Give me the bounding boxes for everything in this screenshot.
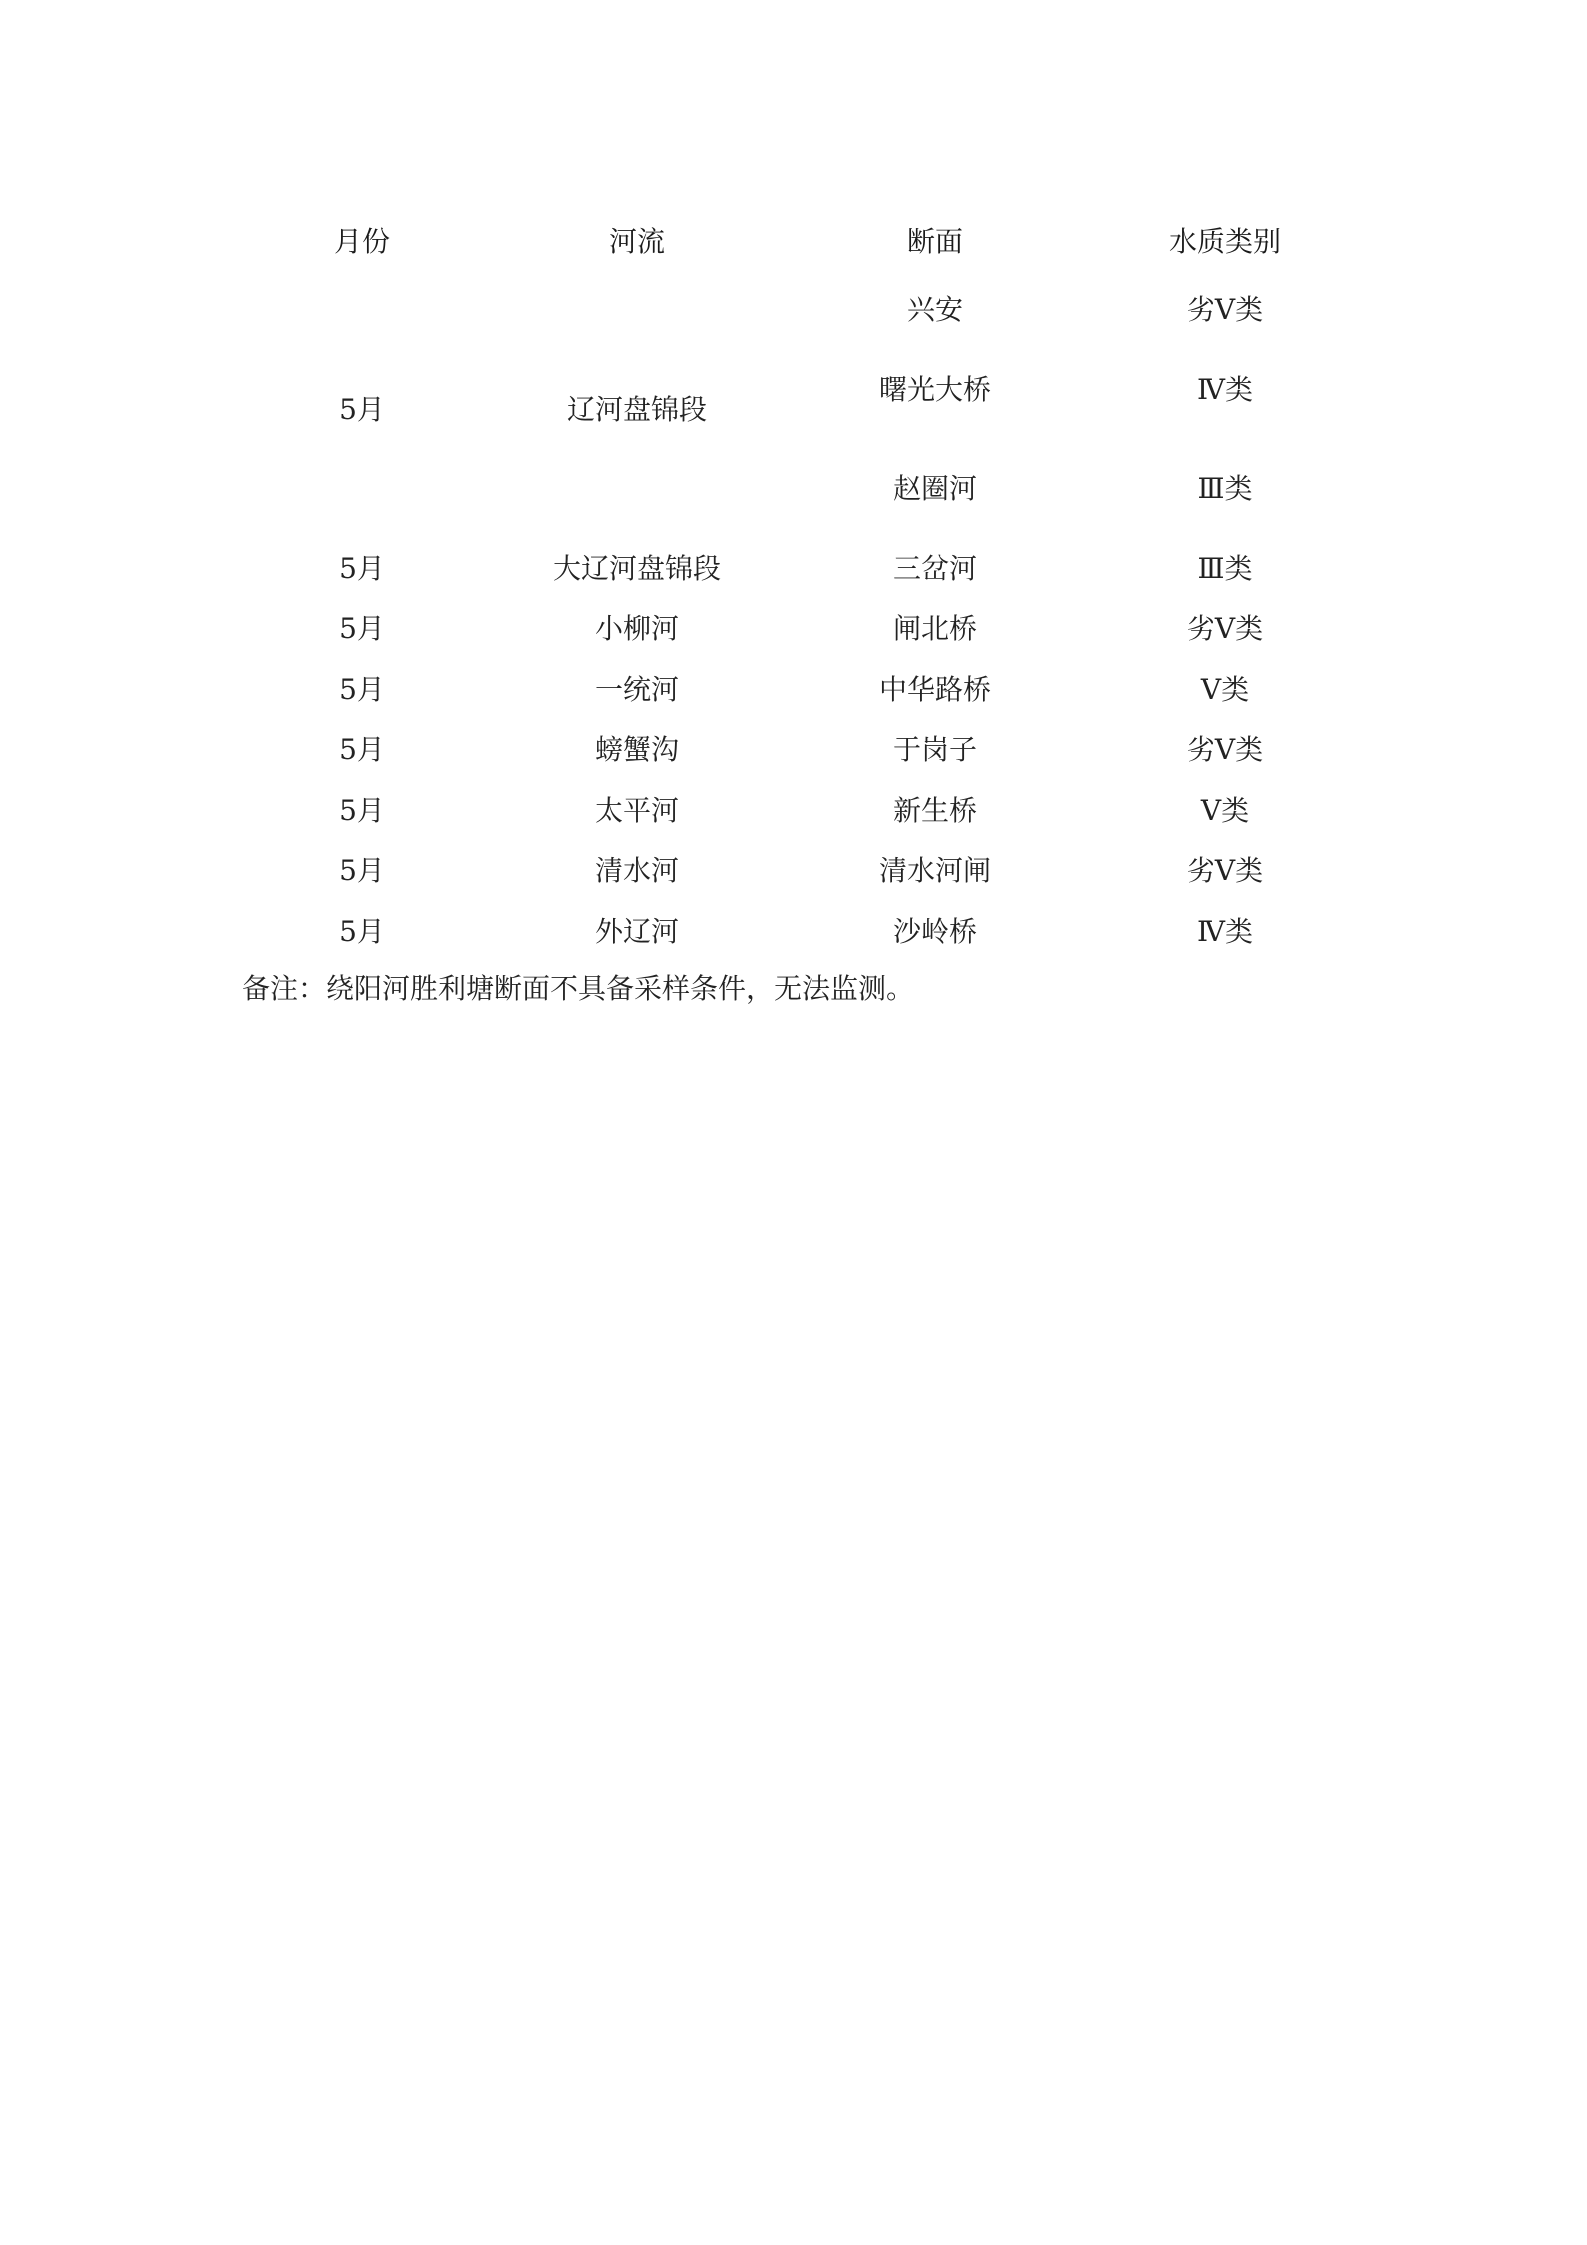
row-water-class: 劣Ⅴ类	[1186, 733, 1264, 766]
row-section: 清水河闸	[878, 854, 992, 887]
row-river: 外辽河	[594, 915, 680, 948]
group-row-section: 赵圈河	[892, 472, 978, 505]
row-section: 于岗子	[892, 733, 978, 766]
group-row-water-class: Ⅳ类	[1197, 373, 1253, 406]
group-row-section: 兴安	[906, 293, 964, 326]
row-section: 三岔河	[892, 552, 978, 585]
row-month: 5月	[339, 854, 385, 887]
row-section: 闸北桥	[892, 612, 978, 645]
row-water-class: Ⅴ类	[1200, 673, 1250, 706]
row-section: 沙岭桥	[892, 915, 978, 948]
row-water-class: 劣Ⅴ类	[1186, 612, 1264, 645]
row-river: 一统河	[594, 673, 680, 706]
row-water-class: 劣Ⅴ类	[1186, 854, 1264, 887]
row-river: 大辽河盘锦段	[552, 552, 722, 585]
row-month: 5月	[339, 673, 385, 706]
row-section: 新生桥	[892, 794, 978, 827]
row-river: 太平河	[594, 794, 680, 827]
row-month: 5月	[339, 612, 385, 645]
row-month: 5月	[339, 733, 385, 766]
group-river: 辽河盘锦段	[566, 393, 708, 426]
row-water-class: Ⅴ类	[1200, 794, 1250, 827]
row-month: 5月	[339, 915, 385, 948]
group-row-water-class: 劣Ⅴ类	[1186, 293, 1264, 326]
row-month: 5月	[339, 794, 385, 827]
row-water-class: Ⅳ类	[1197, 915, 1253, 948]
header-water-class: 水质类别	[1168, 225, 1282, 258]
footnote: 备注：绕阳河胜利塘断面不具备采样条件，无法监测。	[242, 972, 915, 1005]
group-row-water-class: Ⅲ类	[1197, 472, 1253, 505]
header-river: 河流	[608, 225, 666, 258]
row-river: 小柳河	[594, 612, 680, 645]
row-water-class: Ⅲ类	[1197, 552, 1253, 585]
row-river: 螃蟹沟	[594, 733, 680, 766]
group-month: 5月	[339, 393, 385, 426]
group-row-section: 曙光大桥	[878, 373, 992, 406]
header-section: 断面	[906, 225, 964, 258]
row-river: 清水河	[594, 854, 680, 887]
row-month: 5月	[339, 552, 385, 585]
header-month: 月份	[333, 225, 391, 258]
row-section: 中华路桥	[878, 673, 992, 706]
